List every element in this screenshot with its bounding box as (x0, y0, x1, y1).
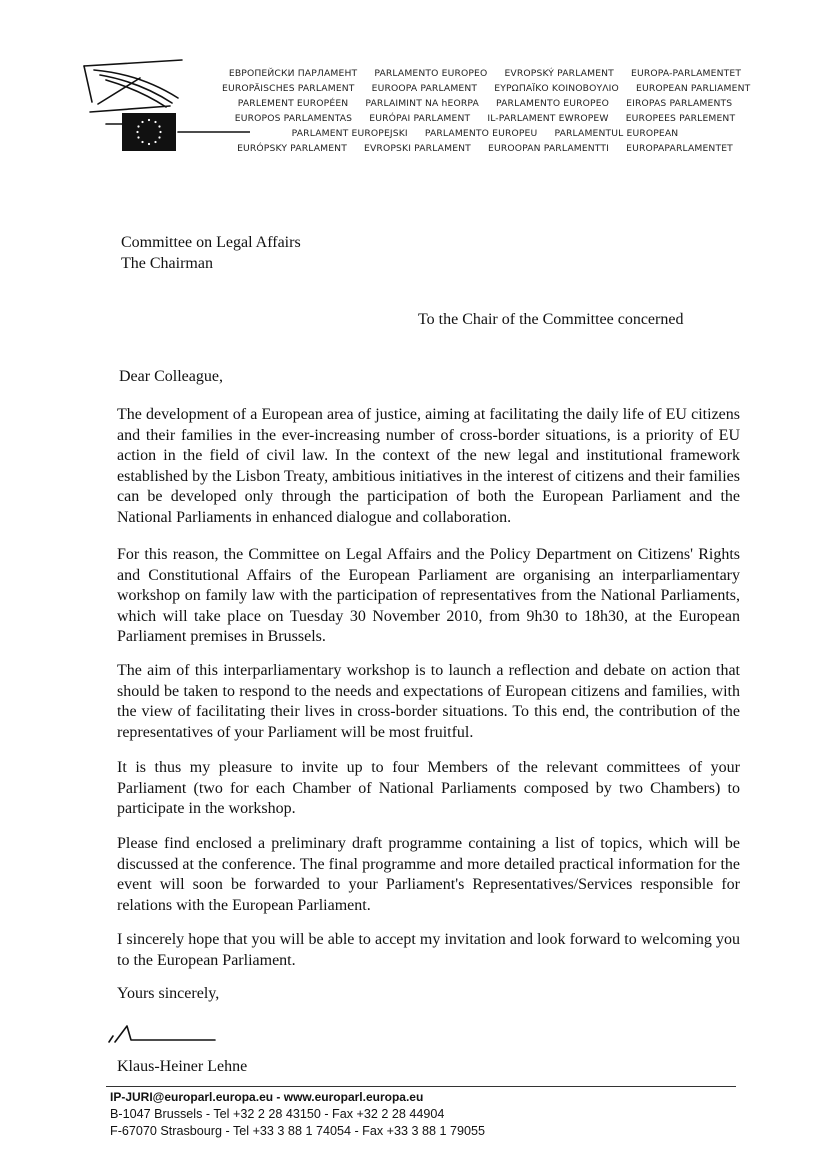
institution-name: EUROOPAN PARLAMENTTI (488, 143, 610, 154)
institution-name: EVROPSKÝ PARLAMENT (504, 68, 614, 79)
institution-name: PARLAMENT EUROPEJSKI (291, 128, 408, 139)
salutation: Dear Colleague, (119, 368, 223, 385)
names-row (215, 141, 755, 156)
institution-names-header (215, 66, 755, 156)
institution-name: PARLAMENTUL EUROPEAN (554, 128, 679, 139)
names-row (215, 96, 755, 111)
body-paragraph: The development of a European area of justice, aiming at facilitating the daily life of EU citizens and their families in the ever-increasing number of cross-border situations, is a priority of EU action in the field of civil law. In the context of the new legal and institutional framework established by the Lisbon Treaty, ambitious initiatives in the interest of citizens and their families can be developed only through the participation of both the European Parliament and the National Parliaments in enhanced dialogue and collaboration. (117, 406, 740, 526)
institution-name: PARLAMENTO EUROPEO (374, 68, 488, 79)
closing: Yours sincerely, (117, 985, 220, 1002)
sender-committee: Committee on Legal Affairs (121, 234, 301, 251)
institution-name: ΕΥΡΩΠΑΪΚΟ ΚΟΙΝΟΒΟΥΛΙΟ (494, 83, 619, 94)
institution-name: PARLEMENT EUROPÉEN (237, 98, 349, 109)
institution-name: EIROPAS PARLAMENTS (626, 98, 733, 109)
institution-name: EURÓPAI PARLAMENT (369, 113, 471, 124)
footer-brussels: B-1047 Brussels - Tel +32 2 28 43150 - Fax +32 2 28 44904 (110, 1107, 445, 1121)
institution-name: EUROPEAN PARLIAMENT (636, 83, 751, 94)
footer-strasbourg: F-67070 Strasbourg - Tel +33 3 88 1 74054 - Fax +33 3 88 1 79055 (110, 1124, 486, 1138)
footer-divider (106, 1086, 736, 1087)
signatory-name: Klaus-Heiner Lehne (117, 1058, 248, 1075)
institution-name: ЕВРОПЕЙСКИ ПАРЛАМЕНТ (228, 68, 358, 79)
addressee: To the Chair of the Committee concerned (418, 311, 684, 328)
names-row (215, 111, 755, 126)
body-paragraph: The aim of this interparliamentary workshop is to launch a reflection and debate on action that should be taken to respond to the needs and expectations of European citizens and families, with the view of facilitating their lives in cross-border situations. To this end, the contribution of the representatives of your Parliament will be most fruitful. (117, 662, 740, 741)
institution-name: EUROPAPARLAMENTET (626, 143, 733, 154)
signature (105, 1016, 220, 1046)
institution-name: EUROPEES PARLEMENT (625, 113, 736, 124)
names-row (215, 81, 755, 96)
institution-name: EVROPSKI PARLAMENT (364, 143, 471, 154)
institution-name: PARLAMENTO EUROPEO (496, 98, 610, 109)
institution-name: EUROOPA PARLAMENT (371, 83, 478, 94)
sender-block (121, 232, 301, 274)
institution-name: IL-PARLAMENT EWROPEW (487, 113, 609, 124)
institution-name: EUROPOS PARLAMENTAS (234, 113, 353, 124)
footer-email-web: IP-JURI@europarl.europa.eu - www.europarl.europa.eu (110, 1090, 424, 1104)
institution-name: EUROPA-PARLAMENTET (631, 68, 742, 79)
body-paragraph: Please find enclosed a preliminary draft programme containing a list of topics, which will be discussed at the conference. The final programme and more detailed practical information for the event will soon be forwarded to your Parliament's Representatives/Services responsible for relations with the European Parliament. (117, 835, 740, 914)
sender-role: The Chairman (121, 255, 213, 272)
institution-name: PARLAIMINT NA hEORPA (365, 98, 479, 109)
body-paragraph: It is thus my pleasure to invite up to four Members of the relevant committees of your Parliament (two for each Chamber of National Parliaments composed by two Chambers) to participate in the workshop. (117, 759, 740, 817)
footer-contact (110, 1089, 485, 1140)
names-row (215, 66, 755, 81)
body-paragraph: For this reason, the Committee on Legal Affairs and the Policy Department on Citizens' Rights and Constitutional Affairs of the European Parliament are organising an interparliamentary workshop on family law with the participation of representatives from the National Parliaments, which will take place on Tuesday 30 November 2010, from 9h30 to 18h30, at the European Parliament premises in Brussels. (117, 546, 740, 645)
institution-name: EUROPÄISCHES PARLAMENT (222, 83, 355, 94)
institution-name: PARLAMENTO EUROPEU (424, 128, 538, 139)
institution-name: EURÓPSKY PARLAMENT (237, 143, 347, 154)
body-paragraph: I sincerely hope that you will be able to accept my invitation and look forward to welcoming you to the European Parliament. (117, 931, 740, 969)
names-row (215, 126, 755, 141)
